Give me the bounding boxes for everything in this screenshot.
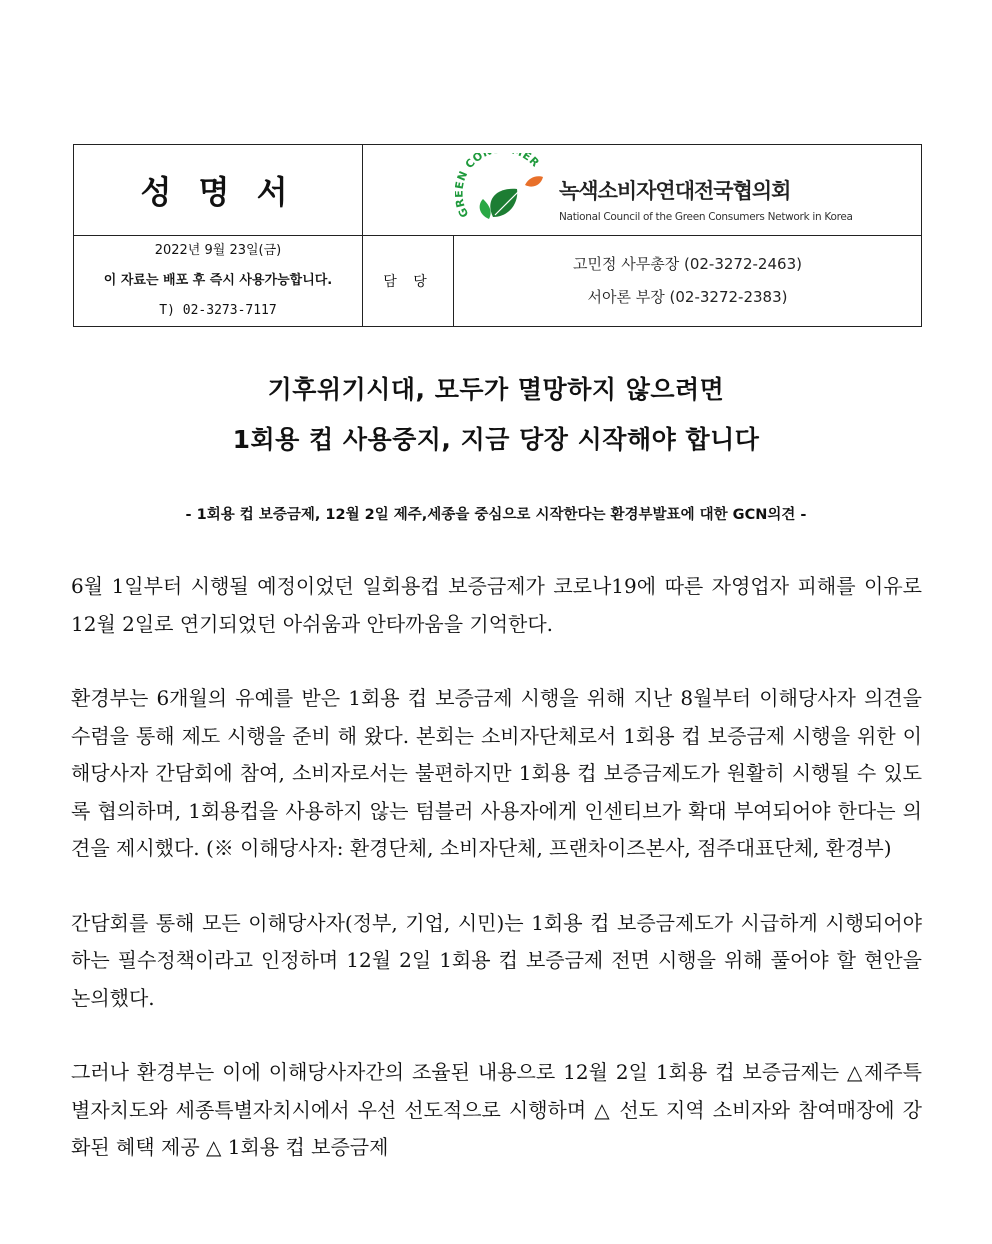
green-consumer-logo [455,153,555,227]
org-name-english: National Council of the Green Consumers Network in Korea [559,211,853,223]
headline [0,365,992,465]
logo-arc-text: G N CO ER [455,153,543,220]
contact-list [454,236,922,327]
statement-body [71,568,922,1204]
subtitle: - 1회용 컵 보증금제, 12월 2일 제주,세종을 중심으로 시작한다는 환경부발표에 대한 GCN의견 - [185,507,807,523]
release-notice: 이 자료는 배포 후 즉시 사용가능합니다. [103,273,333,288]
release-info [74,236,363,327]
logo-leaf-icon [455,153,555,227]
org-cell [363,145,922,236]
body-paragraph: 환경부는 6개월의 유예를 받은 1회용 컵 보증금제 시행을 위해 지난 8월부터 이해당사자 의견을 수렴을 통해 제도 시행을 준비 해 왔다. 본회는 소비자단체로서 1회용 컵 보증금제 시행을 위한 이해당사자 간담회에 참여, 소비자로서는 불편하지만 1회용 컵 보증금제도가 원활히 시행될 수 있도록 협의하며, 1회용컵을 사용하지 않는 텀블러 사용자에게 인센티브가 확대 부여되어야 한다는 의견을 제시했다. (※ 이해당사자: 환경단체, 소비자단체, 프랜차이즈본사, 점주대표단체, 환경부) [71,686,922,860]
body-paragraph: 6월 1일부터 시행될 예정이었던 일회용컵 보증금제가 코로나19에 따른 자영업자 피해를 이유로 12월 2일로 연기되었던 아쉬움과 안타까움을 기억한다. [71,574,922,636]
contact-person: 서아론 부장 (02-3272-2383) [587,288,788,306]
headline-line-2: 1회용 컵 사용중지, 지금 당장 시작해야 합니다 [232,425,760,454]
org-names [559,175,853,223]
header-table [73,144,922,327]
phone-number: T) 02-3273-7117 [159,303,277,318]
contact-label: 담 당 [383,274,433,290]
contact-person: 고민정 사무총장 (02-3272-2463) [573,255,802,273]
org-name-korean: 녹색소비자연대전국협의회 [559,179,791,203]
headline-line-1: 기후위기시대, 모두가 멸망하지 않으려면 [267,375,725,404]
doc-type-title [74,145,363,236]
release-date: 2022년 9월 23일(금) [154,243,282,258]
doc-type-label: 성 명 서 [140,173,296,211]
contact-label-cell [363,236,454,327]
body-paragraph: 간담회를 통해 모든 이해당사자(정부, 기업, 시민)는 1회용 컵 보증금제도가 시급하게 시행되어야 하는 필수정책이라고 인정하며 12월 2일 1회용 컵 보증금제 전면 시행을 위해 풀어야 할 현안을 논의했다. [71,910,922,1010]
body-paragraph: 그러나 환경부는 이에 이해당사자간의 조율된 내용으로 12월 2일 1회용 컵 보증금제는 △제주특별자치도와 세종특별자치시에서 우선 선도적으로 시행하며 △ 선도 지역 소비자와 참여매장에 강화된 혜택 제공 △ 1회용 컵 보증금제 [71,1060,922,1159]
